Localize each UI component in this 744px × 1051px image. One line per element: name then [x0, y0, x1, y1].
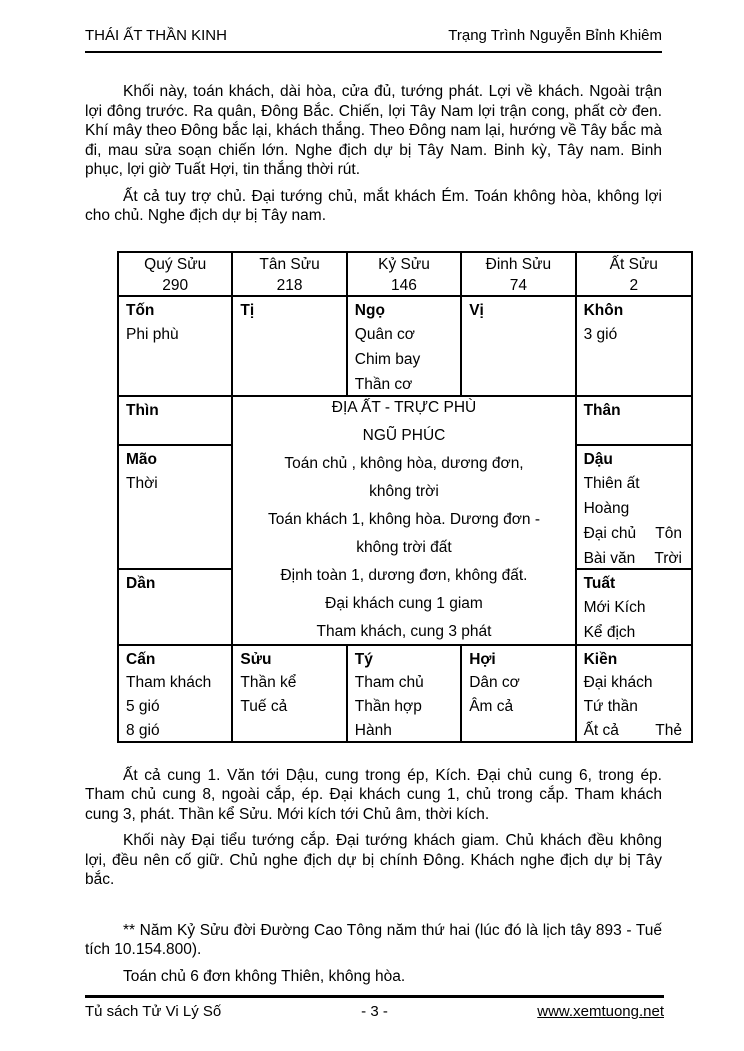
- branch-label: Ngọ: [354, 301, 385, 319]
- branch-label: Khôn: [583, 301, 624, 319]
- branch-cell-dan: [119, 570, 233, 646]
- center-line: Đại khách cung 1 giam: [325, 595, 483, 612]
- center-line: NGŨ PHÚC: [362, 427, 446, 444]
- pair-right: Tôn: [655, 524, 682, 542]
- cell-line: Phi phù: [126, 325, 179, 343]
- branch-cell-vi: [462, 297, 576, 397]
- year-value: 74: [509, 276, 528, 294]
- branch-cell-ton: [119, 297, 233, 397]
- center-summary-cell: [233, 397, 576, 646]
- paragraph-2: Ất cả tuy trợ chủ. Đại tướng chủ, mắt khách Ém. Toán không hòa, không lợi cho chủ. Nghe địch dự bị Tây nam.: [85, 187, 662, 224]
- header-book-title: THÁI ẤT THẦN KINH: [85, 27, 227, 44]
- running-header: [0, 0, 744, 44]
- cell-line: 5 gió: [126, 697, 160, 715]
- page-content: [0, 82, 744, 986]
- year-cell-tan-suu: [233, 253, 347, 297]
- branch-label: Thìn: [126, 401, 159, 419]
- year-name: Kỷ Sửu: [378, 255, 430, 273]
- branch-label: Sửu: [240, 650, 272, 668]
- center-line: ĐỊA ẤT - TRỰC PHÙ: [331, 399, 477, 416]
- branch-label: Tốn: [126, 301, 155, 319]
- paragraph-5: ** Năm Kỷ Sửu đời Đường Cao Tông năm thứ hai (lúc đó là lịch tây 893 - Tuế tích 10.154.800).: [85, 921, 662, 958]
- branch-cell-khon: [577, 297, 691, 397]
- paragraph-4: Khối này Đại tiểu tướng cắp. Đại tướng khách giam. Chủ khách đều không lợi, đều nên cố giữ. Chủ nghe địch dự bị chính Đông. Khách nghe địch dự bị Tây bắc.: [85, 832, 662, 888]
- paragraph-1: Khối này, toán khách, dài hòa, cửa đủ, tướng phát. Lợi về khách. Ngoài trận lợi đông trước. Ra quân, Đông Bắc. Chiến, lợi Tây Nam lợi trận cong, phất cờ đen. Khí mây theo Đông bắc lại, khách thắng. Theo Đông nam lại, hướng về Tây bắc mà đi, mau sửa soạn chiến lớn. Nghe địch dự bị Tây Nam. Binh kỳ, Tây nam. Binh phục, lợi giờ Tuất Hợi, tin thắng thời rút.: [85, 83, 662, 178]
- cell-line: Chim bay: [354, 350, 421, 368]
- footer-series-title: Tủ sách Tử Vi Lý Số: [85, 1003, 222, 1020]
- cell-line: Kể địch: [583, 623, 636, 641]
- branch-label: Cấn: [126, 650, 156, 668]
- center-line: Tham khách, cung 3 phát: [316, 623, 492, 640]
- cell-line: Thần cơ: [354, 375, 413, 393]
- cell-line: Thời: [126, 474, 158, 492]
- branch-cell-kien: [577, 646, 691, 741]
- cell-line: 3 gió: [583, 325, 618, 343]
- cell-line-pair: [584, 719, 684, 741]
- year-cell-ky-suu: [348, 253, 462, 297]
- branch-label: Hợi: [469, 650, 496, 668]
- branch-cell-ty: [348, 646, 462, 741]
- cell-line: Dân cơ: [469, 673, 520, 691]
- branch-label: Tý: [354, 650, 373, 668]
- branch-cell-tuat: [577, 570, 691, 646]
- year-value: 218: [276, 276, 303, 294]
- year-value: 146: [391, 276, 417, 294]
- branch-cell-ti: [233, 297, 347, 397]
- page-number: - 3 -: [361, 1003, 388, 1020]
- branch-cell-suu: [233, 646, 347, 741]
- footer-website-link[interactable]: www.xemtuong.net: [537, 1003, 664, 1020]
- center-line: không trời đất: [356, 539, 452, 556]
- paragraph-3: Ất cả cung 1. Văn tới Dậu, cung trong ép, Kích. Đại chủ cung 6, trong ép. Tham chủ cung 8, ngoài cắp, ép. Đại khách cung 1, chủ trong cắp. Tham khách cung 3, phát. Thần kể Sửu. Mới kích tới Chủ âm, thời kích.: [85, 766, 662, 823]
- year-value: 2: [629, 276, 639, 294]
- year-name: Ất Sửu: [609, 255, 658, 273]
- branch-cell-ngo: [348, 297, 462, 397]
- header-author: Trạng Trình Nguyễn Bỉnh Khiêm: [448, 27, 662, 44]
- cell-line-pair: [584, 521, 684, 546]
- branch-cell-hoi: [462, 646, 576, 741]
- cell-line: Hoàng: [583, 499, 630, 517]
- branch-cell-than: [577, 397, 691, 446]
- branch-cell-thin: [119, 397, 233, 446]
- cell-line: Thần kể: [240, 673, 297, 691]
- paragraph-6: Toán chủ 6 đơn không Thiên, không hòa.: [123, 967, 406, 985]
- branch-label: Mão: [126, 450, 157, 468]
- branch-cell-dau: [577, 446, 691, 570]
- branch-label: Tuất: [583, 574, 616, 592]
- branch-label: Dần: [126, 574, 156, 592]
- pair-left: Ất cả: [583, 721, 619, 739]
- cell-line-pair: [584, 546, 684, 570]
- year-cell-at-suu: [577, 253, 691, 297]
- cell-line: Tuế cả: [240, 697, 288, 715]
- cell-line: Âm cả: [469, 697, 514, 715]
- pair-right: Thẻ: [655, 721, 682, 739]
- cell-line: Quân cơ: [354, 325, 415, 343]
- year-name: Quý Sửu: [144, 255, 207, 273]
- cell-line: Tham khách: [126, 673, 212, 691]
- center-line: Toán khách 1, không hòa. Dương đơn -: [268, 511, 540, 528]
- pair-left: Đại chủ: [583, 524, 637, 542]
- center-line: Toán chủ , không hòa, dương đơn,: [284, 455, 524, 472]
- branch-cell-can: [119, 646, 233, 741]
- header-rule: [85, 51, 662, 53]
- cell-line: Hành: [354, 721, 392, 739]
- center-line: Định toàn 1, dương đơn, không đất.: [280, 567, 528, 584]
- branch-label: Tị: [240, 301, 255, 319]
- page-footer: [85, 995, 664, 1020]
- branch-cell-mao: [119, 446, 233, 570]
- branch-label: Thân: [583, 401, 621, 419]
- branch-label: Dậu: [583, 450, 613, 468]
- cell-line: 8 gió: [126, 721, 160, 739]
- pair-left: Bài văn: [583, 549, 636, 567]
- branch-label: Kiền: [583, 650, 618, 668]
- year-name: Tân Sửu: [259, 255, 320, 273]
- year-cell-quy-suu: [119, 253, 233, 297]
- pair-right: Trời: [654, 549, 682, 567]
- year-value: 290: [162, 276, 189, 294]
- cell-line: Thần hợp: [354, 697, 422, 715]
- divination-table: [117, 251, 693, 743]
- cell-line: Tham chủ: [354, 673, 424, 691]
- center-line: không trời: [369, 483, 439, 500]
- year-cell-dinh-suu: [462, 253, 576, 297]
- cell-line: Tứ thần: [583, 697, 638, 715]
- year-name: Đinh Sửu: [485, 255, 552, 273]
- cell-line: Mới Kích: [583, 598, 646, 616]
- cell-line: Thiên ất: [583, 474, 640, 492]
- cell-line: Đại khách: [583, 673, 653, 691]
- branch-label: Vị: [469, 301, 484, 319]
